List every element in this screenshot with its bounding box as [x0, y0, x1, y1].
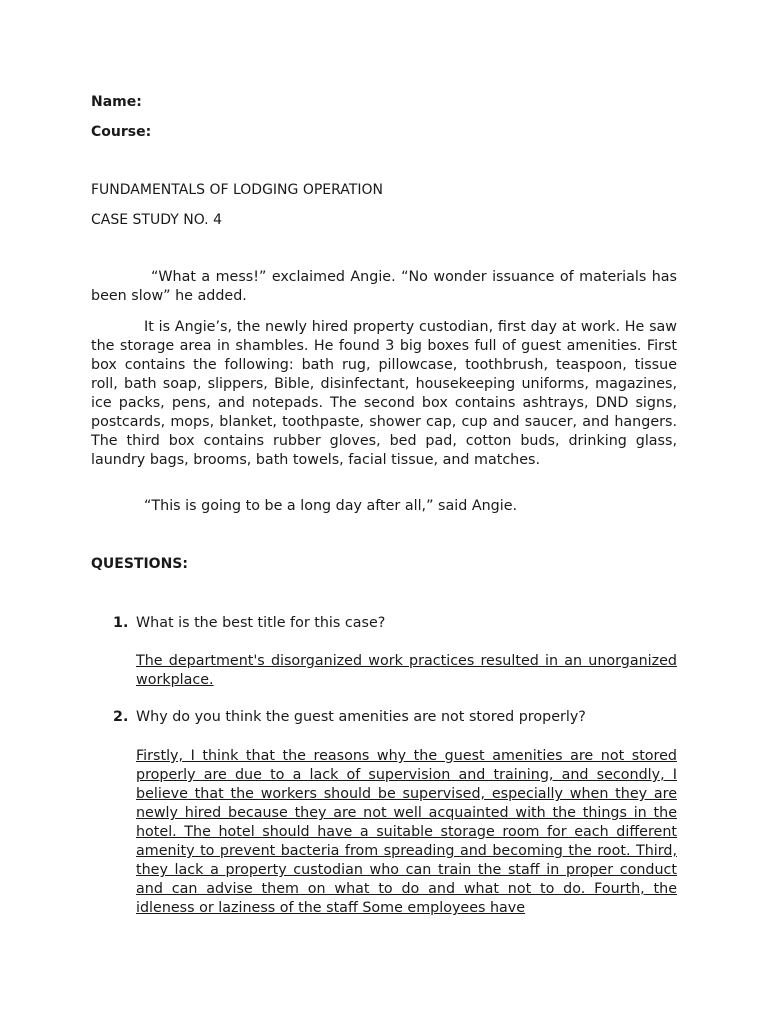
question-2-text: Why do you think the guest amenities are not stored properly? — [136, 709, 586, 725]
subject-title: FUNDAMENTALS OF LODGING OPERATION — [91, 182, 383, 198]
case-paragraph-2: It is Angie’s, the newly hired property custodian, first day at work. He saw the storage area in shambles. He found 3 big boxes full of guest amenities. First box contains the following: bath rug, pillowcase, toothbrush, teaspoon, tissue roll, bath soap, slippers, Bible, disinfectant, housekeeping uniforms, magazines, ice packs, pens, and notepads. The second box contains ashtrays, DND signs, postcards, mops, blanket, toothpaste, shower cap, cup and saucer, and hangers. The third box contains rubber gloves, bed pad, cotton buds, drinking glass, laundry bags, brooms, bath towels, facial tissue, and matches. — [91, 319, 677, 468]
case-paragraph-1: “What a mess!” exclaimed Angie. “No wonder issuance of materials has been slow” he added. — [91, 269, 677, 304]
case-paragraph-3: “This is going to be a long day after all,” said Angie. — [144, 498, 518, 514]
case-study-title: CASE STUDY NO. 4 — [91, 212, 222, 228]
question-1-number: 1. — [113, 615, 129, 631]
answer-2: Firstly, I think that the reasons why the guest amenities are not stored properly are due to a lack of supervision and training, and secondly, I believe that the workers should be supervised, especially when they are newly hired because they are not well acquainted with the things in the hotel. The hotel should have a suitable storage room for each different amenity to prevent bacteria from spreading and becoming the root. Third, they lack a property custodian who can train the staff in proper conduct and can advise them on what to do and what not to do. Fourth, the idleness or laziness of the staff Some employees have — [136, 748, 677, 916]
questions-heading: QUESTIONS: — [91, 556, 188, 572]
name-label: Name: — [91, 94, 142, 110]
question-1-text: What is the best title for this case? — [136, 615, 386, 631]
answer-1: The department's disorganized work practices resulted in an unorganized workplace. — [136, 653, 677, 688]
question-2-number: 2. — [113, 709, 129, 725]
course-label: Course: — [91, 124, 152, 140]
